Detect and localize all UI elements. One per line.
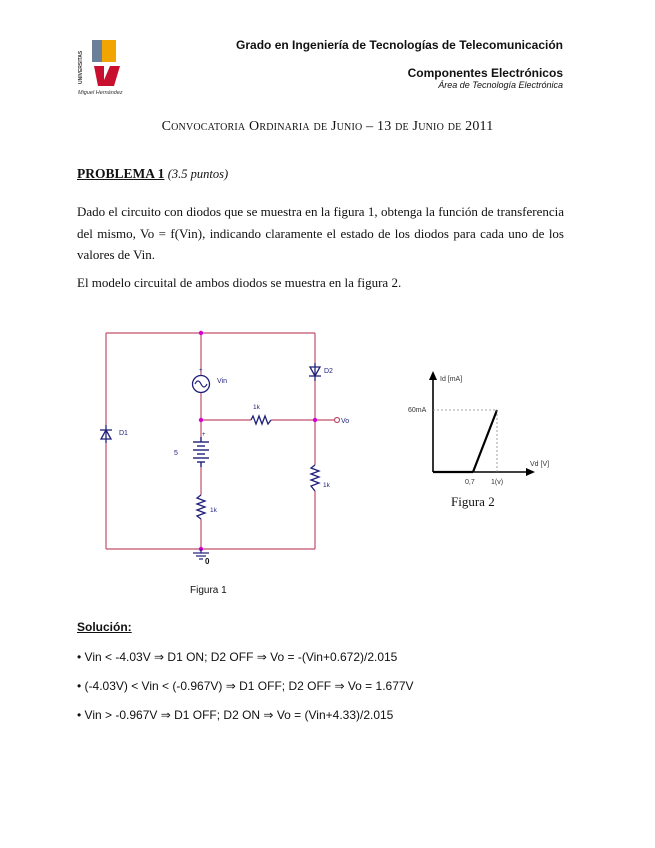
- label-r-left: 1k: [210, 507, 217, 514]
- diode-model-note: El modelo circuital de ambos diodos se muestra en la figura 2.: [77, 275, 402, 290]
- fig2-y-tick: 60mA: [408, 407, 427, 414]
- node-mid: [199, 418, 203, 422]
- fig2-axes: [429, 371, 535, 476]
- fig2-guides: [433, 410, 497, 472]
- program-name: Grado en Ingeniería de Tecnologías de Telecomunicación: [236, 38, 563, 52]
- label-d2: D2: [324, 368, 333, 375]
- figure-1-caption: Figura 1: [190, 585, 227, 596]
- logo-block-left: [92, 40, 102, 62]
- figure-2-caption: Figura 2: [451, 494, 495, 509]
- problem-heading: [77, 166, 228, 182]
- logo-vertical-text: UNIVERSITAS: [78, 50, 84, 84]
- university-logo-graphic: [74, 36, 134, 96]
- fig2-x-tick-1: 1(v): [491, 479, 504, 486]
- resistor-right: [311, 465, 319, 491]
- diode-d1: [100, 425, 112, 443]
- fig2-on-slope: [473, 410, 497, 472]
- label-r-top: 1k: [253, 404, 260, 411]
- solution-title: Solución:: [77, 620, 132, 634]
- circuit-nodes: [199, 331, 317, 551]
- fig2-x-tick-0: 0,7: [465, 479, 475, 486]
- source-vin: [193, 368, 210, 393]
- resistor-left: [197, 495, 205, 519]
- logo-caption: Miguel Hernández: [78, 90, 123, 96]
- university-logo: [74, 36, 134, 96]
- node-vo: [313, 418, 317, 422]
- node-top: [199, 331, 203, 335]
- fig2-y-label: Id [mA]: [440, 376, 463, 383]
- figure-2-diode-model: [400, 368, 565, 490]
- label-ground: 0: [205, 557, 210, 566]
- solution-item: • Vin > -0.967V ⇒ D1 OFF; D2 ON ⇒ Vo = (Vin+4.33)/2.015: [77, 708, 394, 722]
- logo-mh-mark: [94, 66, 120, 86]
- battery-plus-sign: +: [202, 432, 206, 438]
- problem-title: PROBLEMA 1: [77, 166, 165, 181]
- diode-d2: [309, 363, 321, 381]
- solution-item: • (-4.03V) < Vin < (-0.967V) ⇒ D1 OFF; D2 OFF ⇒ Vo = 1.677V: [77, 679, 414, 693]
- vin-plus-sign: +: [199, 368, 203, 374]
- problem-points: (3.5 puntos): [167, 167, 229, 181]
- resistor-top: [251, 416, 271, 424]
- circuit-wires: [106, 333, 335, 549]
- label-r-right: 1k: [323, 482, 330, 489]
- label-vin: Vin: [217, 378, 227, 385]
- area-name: Área de Tecnología Electrónica: [438, 80, 563, 90]
- label-vo: Vo: [341, 418, 350, 425]
- logo-block-right: [102, 40, 116, 62]
- vo-terminal: [335, 418, 340, 423]
- solution-item: • Vin < -4.03V ⇒ D1 ON; D2 OFF ⇒ Vo = -(Vin+0.672)/2.015: [77, 650, 398, 664]
- label-battery: 5: [174, 450, 178, 457]
- subject-name: Componentes Electrónicos: [407, 66, 563, 80]
- battery-5v: [193, 437, 209, 467]
- fig2-x-label: Vd [V]: [530, 461, 550, 468]
- problem-statement: Dado el circuito con diodos que se muestra en la figura 1, obtenga la función de transferencia del mismo, Vo = f(Vin), indicando claramente el estado de los diodos para cada uno de los valores de Vin.: [77, 204, 564, 262]
- figure-1-circuit: [95, 325, 360, 570]
- label-d1: D1: [119, 430, 128, 437]
- exam-title: Convocatoria Ordinaria de Junio – 13 de Junio de 2011: [161, 119, 494, 134]
